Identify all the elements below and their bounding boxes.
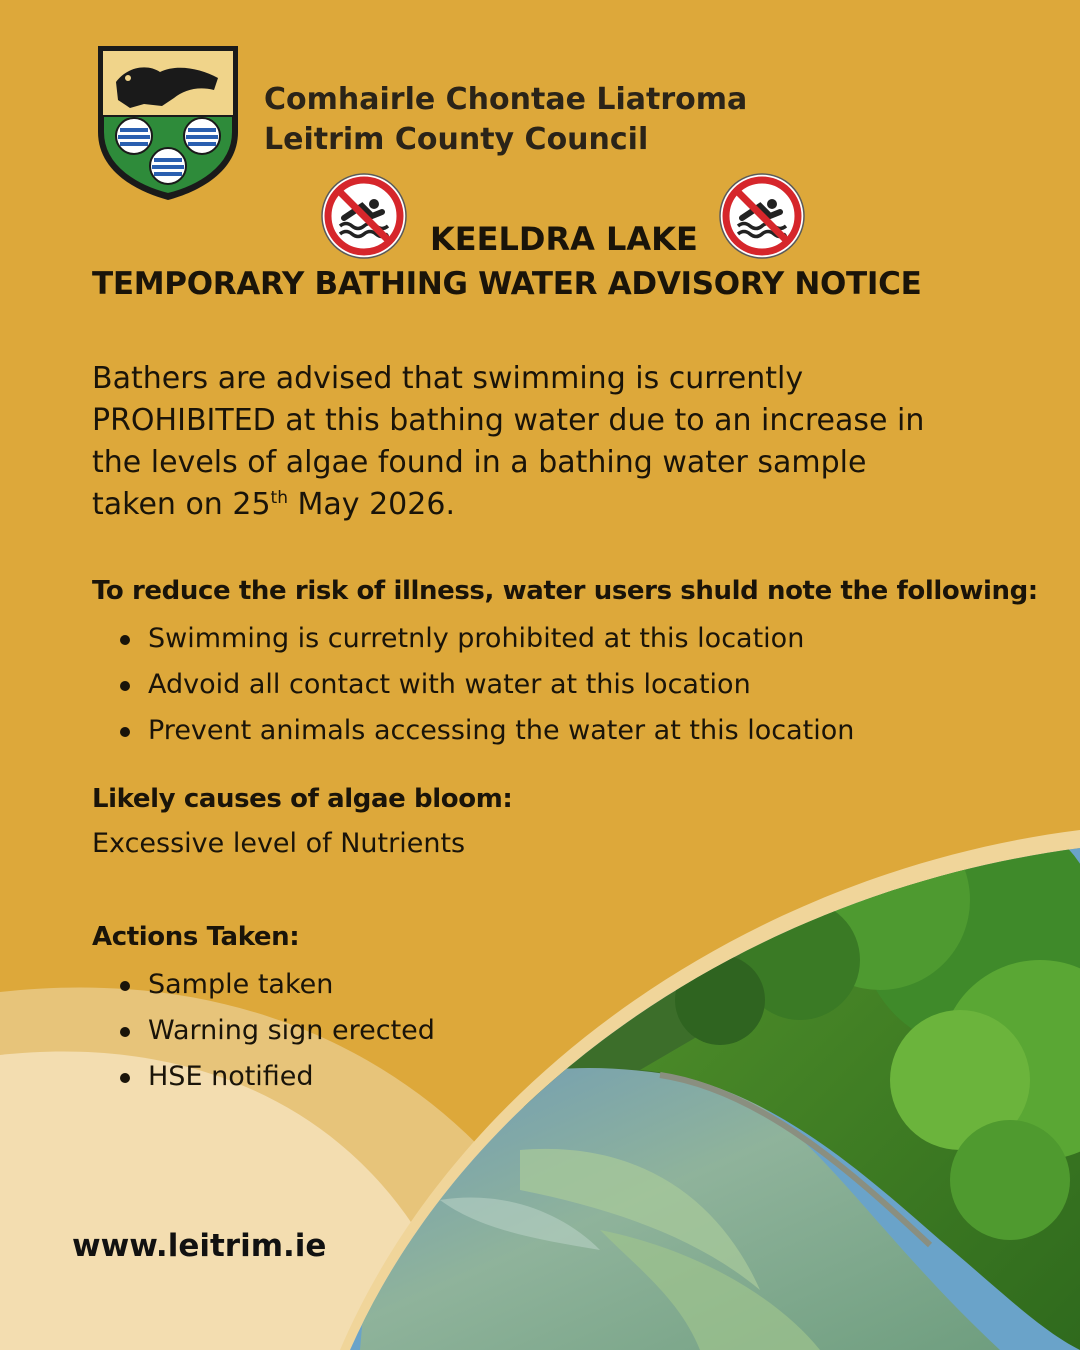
county-crest-icon — [88, 42, 248, 202]
notice-title: TEMPORARY BATHING WATER ADVISORY NOTICE — [92, 266, 922, 302]
list-item: Warning sign erected — [92, 1008, 435, 1054]
council-names — [264, 80, 747, 160]
lake-name: KEELDRA LAKE — [430, 220, 698, 258]
intro-date-prefix: taken on 25 — [92, 487, 271, 522]
intro-line — [92, 484, 992, 526]
actions-list — [92, 962, 435, 1100]
date-ordinal-suffix: th — [270, 488, 288, 508]
intro-paragraph — [92, 358, 992, 526]
council-name-english: Leitrim County Council — [264, 122, 649, 157]
list-item: HSE notified — [92, 1054, 435, 1100]
intro-line: the levels of algae found in a bathing water sample — [92, 445, 867, 480]
council-name-irish: Comhairle Chontae Liatroma — [264, 82, 748, 117]
list-item: Sample taken — [92, 962, 435, 1008]
website-url: www.leitrim.ie — [72, 1228, 327, 1264]
list-item: Advoid all contact with water at this location — [92, 662, 854, 708]
list-item: Swimming is curretnly prohibited at this location — [92, 616, 854, 662]
intro-line: Bathers are advised that swimming is currently — [92, 361, 804, 396]
causes-text: Excessive level of Nutrients — [92, 828, 466, 859]
list-item: Prevent animals accessing the water at this location — [92, 708, 854, 754]
intro-date-suffix: May 2026. — [288, 487, 455, 522]
guidance-heading: To reduce the risk of illness, water users shuld note the following: — [92, 576, 1038, 606]
no-swimming-icon — [320, 172, 408, 260]
actions-heading: Actions Taken: — [92, 922, 300, 952]
guidance-list — [92, 616, 854, 754]
no-swimming-icon — [718, 172, 806, 260]
causes-heading: Likely causes of algae bloom: — [92, 784, 513, 814]
intro-line: PROHIBITED at this bathing water due to an increase in — [92, 403, 925, 438]
